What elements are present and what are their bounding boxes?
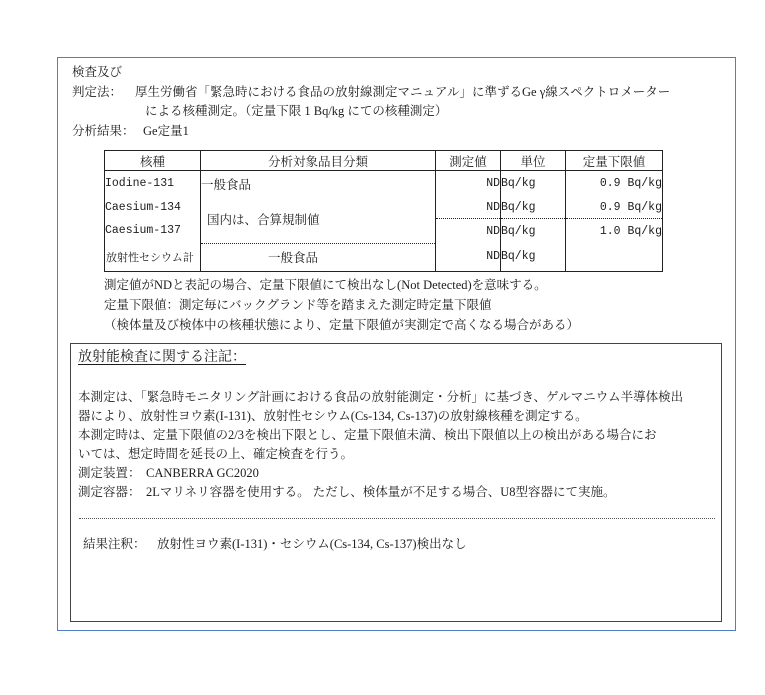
limit-cell: 1.0 Bq/kg [566,219,663,244]
value-cell: ND [436,171,501,197]
header-nuclide: 核種 [105,151,201,171]
remarks-line: 本測定は、「緊急時モニタリング計画における食品の放射能測定・分析」に基づき、ゲルマニウム半導体検出 [78,390,684,404]
header-category: 分析対象品目分類 [201,151,436,171]
category-cell: 一般食品 [201,171,436,197]
remarks-title: 放射能検査に関する注記： [78,350,246,365]
remarks-box [70,343,722,622]
header-value: 測定値 [436,151,501,171]
nuclide-cell: Caesium-134 [105,196,201,219]
category-cell: 一般食品 [201,243,436,271]
note-line: （検体量及び検体中の核種状態により、定量下限値が実測定で高くなる場合がある） [104,318,580,332]
unit-cell: Bq/kg [501,171,566,197]
result-value: 放射性ヨウ素(I-131)・セシウム(Cs-134, Cs-137)検出なし [157,537,467,551]
header-unit: 単位 [501,151,566,171]
table-row [105,171,663,197]
value-cell: ND [436,219,501,244]
note-line: 定量下限値：測定毎にバックグランド等を踏まえた測定時定量下限値 [104,298,492,312]
results-table [104,150,663,272]
device-value: CANBERRA GC2020 [146,466,259,480]
nuclide-cell: Caesium-137 [105,219,201,244]
table-header-row [105,151,663,171]
results-label: 分析結果： [72,124,135,138]
method-label: 判定法： [72,85,123,99]
header-title: 検査及び [72,65,123,79]
table-row [105,196,663,219]
limit-cell: 0.9 Bq/kg [566,196,663,219]
limit-cell-empty [566,243,663,271]
method-text-line1: 厚生労働省「緊急時における食品の放射線測定マニュアル」に準ずるGe γ線スペクトロメーター [135,85,671,99]
results-value: Ge定量1 [143,124,189,138]
value-cell: ND [436,243,501,271]
container-label: 測定容器： [78,485,141,499]
unit-cell: Bq/kg [501,243,566,271]
unit-cell: Bq/kg [501,196,566,219]
header-limit: 定量下限値 [566,151,663,171]
value-cell: ND [436,196,501,219]
remarks-line: 器により、放射性ヨウ素(I-131)、放射性セシウム(Cs-134, Cs-137)の放射線核種を測定する。 [78,409,588,423]
dotted-divider [79,518,715,519]
note-line: 測定値がNDと表記の場合、定量下限値にて検出なし(Not Detected)を意味する。 [104,278,547,292]
nuclide-cell: Iodine-131 [105,171,201,197]
container-value: 2Lマリネリ容器を使用する。 ただし、検体量が不足する場合、U8型容器にて実施。 [146,485,616,499]
device-label: 測定装置： [78,466,141,480]
remarks-line: いては、想定時間を延長の上、確定検査を行う。 [78,447,354,461]
method-text-line2: による核種測定。（定量下限 1 Bq/kg にての核種測定） [145,104,448,118]
limit-cell: 0.9 Bq/kg [566,171,663,197]
table-row [105,243,663,271]
category-cell-merged: 国内は、合算規制値 [201,196,436,243]
remarks-line: 本測定時は、定量下限値の2/3を検出下限とし、定量下限値未満、検出下限値以上の検出がある場合にお [78,428,657,442]
unit-cell: Bq/kg [501,219,566,244]
result-label: 結果注釈： [83,537,146,551]
nuclide-cell: 放射性セシウム計 [105,243,201,271]
